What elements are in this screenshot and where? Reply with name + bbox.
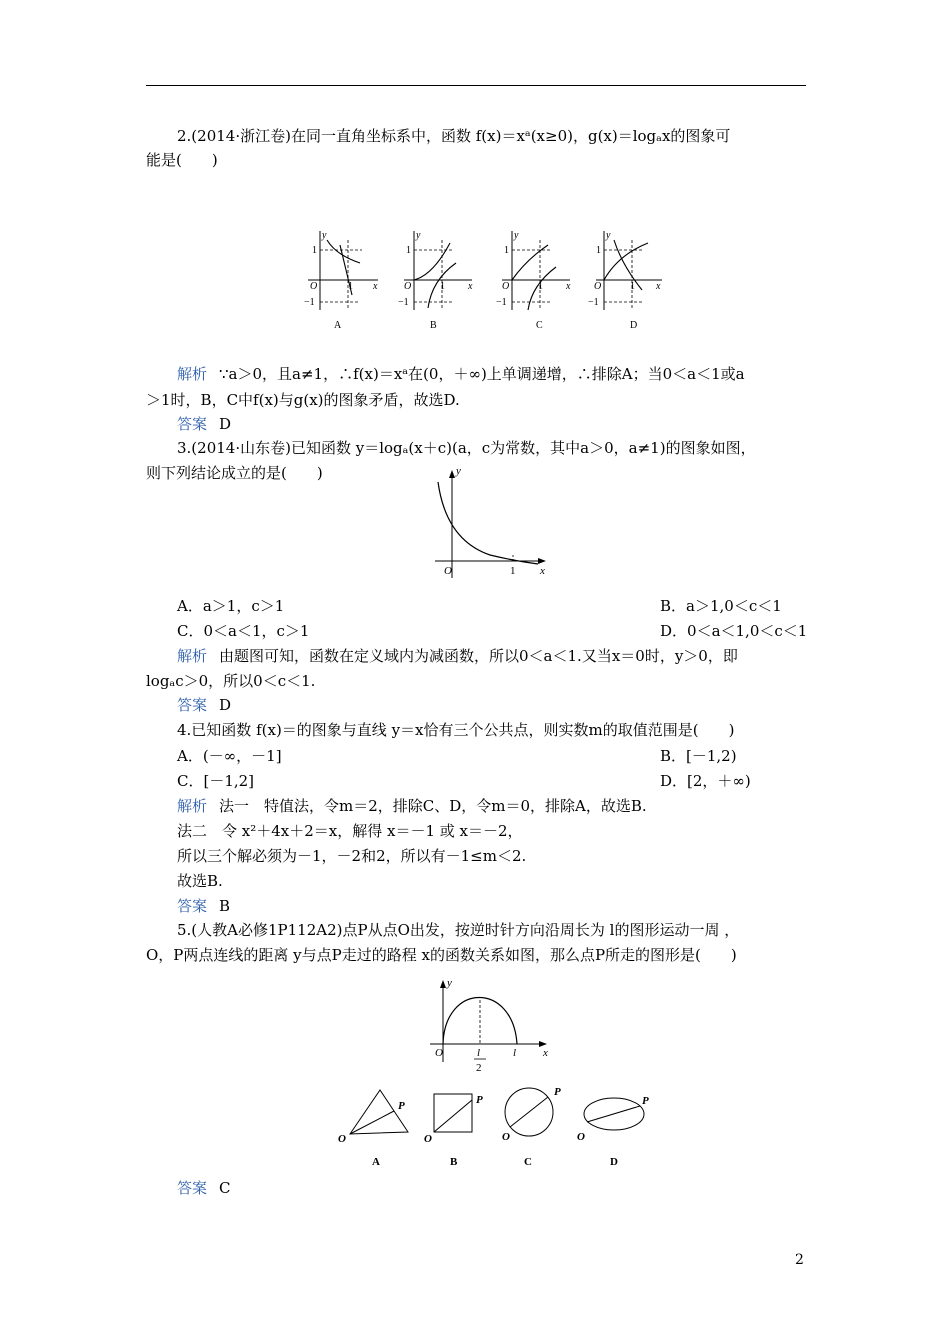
q3-analysis-line-1	[177, 646, 738, 666]
q2d-one-label: 1	[596, 245, 601, 256]
q2a-origin-label: O	[310, 281, 318, 292]
q3-analysis-text-1: 由题图可知，函数在定义域内为减函数，所以0＜a＜1.又当x＝0时，y＞0，即	[219, 647, 738, 665]
q2d-x-one-label: 1	[630, 281, 635, 292]
q2b-neg-one-label: −1	[398, 297, 409, 308]
q3-origin-label: O	[444, 565, 452, 577]
q3-analysis-label: 解析	[177, 647, 208, 665]
q5-stem-line-1: 5.(人教A必修1P112A2)点P从点O出发，按逆时针方向沿周长为 l的图形运动一周 ，	[177, 921, 740, 939]
q2b-origin-label: O	[404, 281, 412, 292]
q2-stem-line-2: 能是( )	[146, 151, 218, 169]
q3-answer-label: 答案	[177, 696, 208, 714]
q4-option-d: D．[2，＋∞)	[660, 772, 751, 790]
q5-l-label: l	[513, 1047, 517, 1059]
q2b-one-label: 1	[406, 245, 411, 256]
q5d-point-o: O	[577, 1131, 585, 1143]
q2c-one-label: 1	[504, 245, 509, 256]
q5-shape-triangle	[338, 1090, 408, 1168]
q2-analysis-text-1: ∵a＞0，且a≠1，∴f(x)＝xᵃ在(0，＋∞)上单调递增，∴排除A；当0＜a＜1或a	[219, 365, 745, 383]
q4-answer-label: 答案	[177, 897, 208, 915]
q5-label-b: B	[450, 1156, 458, 1168]
q3-y-label: y	[456, 465, 461, 477]
q4-answer	[177, 896, 230, 916]
q3-figure	[430, 460, 560, 585]
q5c-point-o: O	[502, 1131, 510, 1143]
q2c-y-label: y	[514, 230, 519, 241]
q5-shape-square	[424, 1094, 483, 1168]
q4-answer-value: B	[219, 897, 231, 915]
q2c-x-label: x	[566, 281, 571, 292]
top-rule	[146, 85, 806, 86]
q2c-origin-label: O	[502, 281, 510, 292]
q2-analysis-line-2: ＞1时，B，C中f(x)与g(x)的图象矛盾，故选D.	[146, 391, 460, 409]
q5-graph	[425, 972, 565, 1082]
q4-option-b: B．[－1,2)	[660, 747, 737, 765]
q5-answer-value: C	[219, 1179, 231, 1197]
q4-analysis-text-1: 法一 特值法，令m＝2，排除C、D，令m＝0，排除A，故选B.	[219, 797, 647, 815]
q5-shapes-figure	[330, 1082, 660, 1172]
q5-shape-ellipse	[577, 1095, 649, 1168]
q2-analysis-label: 解析	[177, 365, 208, 383]
q3-option-d: D．0＜a＜1,0＜c＜1	[660, 622, 808, 640]
q5-half-l-denominator: 2	[476, 1062, 482, 1074]
q3-option-b: B．a＞1,0＜c＜1	[660, 597, 782, 615]
q5-answer-label: 答案	[177, 1179, 208, 1197]
q4-analysis-line-1	[177, 796, 647, 816]
q2c-x-one-label: 1	[538, 281, 543, 292]
q2d-y-label: y	[606, 230, 611, 241]
q5-half-l-numerator: l	[477, 1047, 481, 1059]
q2-graph-a	[304, 230, 378, 331]
q2-label-b: B	[430, 320, 437, 331]
q2d-neg-one-label: −1	[588, 297, 599, 308]
q4-analysis-line-4: 故选B.	[177, 872, 223, 890]
q2-stem-line-1: 2.(2014·浙江卷)在同一直角坐标系中，函数 f(x)＝xᵃ(x≥0)，g(x)＝logₐx的图象可	[177, 127, 731, 145]
q3-answer-value: D	[219, 696, 232, 714]
q2a-neg-one-label: −1	[304, 297, 315, 308]
q2-figure	[300, 225, 661, 335]
q5-stem-line-2: O，P两点连线的距离 y与点P走过的路程 x的函数关系如图，那么点P所走的图形是( )	[146, 946, 737, 964]
q2b-y-label: y	[416, 230, 421, 241]
q2b-x-label: x	[468, 281, 473, 292]
page-number: 2	[795, 1252, 804, 1268]
q4-analysis-line-2: 法二 令 x²＋4x＋2＝x，解得 x＝－1 或 x＝－2，	[177, 822, 523, 840]
q2-graph-d	[588, 230, 662, 331]
q2b-x-one-label: 1	[440, 281, 445, 292]
q3-stem-line-1: 3.(2014·山东卷)已知函数 y＝logₐ(x＋c)(a，c为常数，其中a＞0，a≠1)的图象如图，	[177, 439, 756, 457]
q4-analysis-label: 解析	[177, 797, 208, 815]
q5a-point-o: O	[338, 1133, 346, 1145]
q2-label-a: A	[334, 320, 342, 331]
q2-label-d: D	[630, 320, 638, 331]
q2a-one-label: 1	[312, 245, 317, 256]
q5-origin-label: O	[435, 1047, 443, 1059]
q4-analysis-line-3: 所以三个解必须为－1，－2和2，所以有－1≤m＜2.	[177, 847, 527, 865]
q3-stem-line-2: 则下列结论成立的是( )	[146, 464, 323, 482]
q5-label-a: A	[372, 1156, 380, 1168]
q2-answer-label: 答案	[177, 415, 208, 433]
q5-shape-circle	[502, 1086, 561, 1168]
q2a-x-one-label: 1	[348, 281, 353, 292]
q4-stem: 4.已知函数 f(x)＝的图象与直线 y＝x恰有三个公共点，则实数m的取值范围是( )	[177, 721, 735, 739]
q3-answer	[177, 695, 231, 715]
q5-label-c: C	[524, 1156, 532, 1168]
q5a-point-p: P	[398, 1100, 405, 1112]
q2-answer-value: D	[219, 415, 232, 433]
q3-x-label: x	[540, 565, 545, 577]
q2-analysis-line-1	[177, 364, 745, 384]
q5b-point-o: O	[424, 1133, 432, 1145]
q2d-origin-label: O	[594, 281, 602, 292]
q2a-x-label: x	[373, 281, 378, 292]
q4-option-a: A．(－∞，－1]	[177, 747, 282, 765]
q4-option-c: C．[－1,2]	[177, 772, 255, 790]
q2-graph-b	[398, 230, 473, 331]
q5-answer	[177, 1178, 231, 1198]
q5d-point-p: P	[642, 1095, 649, 1107]
q5-label-d: D	[610, 1156, 618, 1168]
q3-option-a: A．a＞1，c＞1	[177, 597, 285, 615]
q3-option-c: C．0＜a＜1，c＞1	[177, 622, 310, 640]
q3-one-label: 1	[510, 565, 516, 577]
q2-answer	[177, 414, 231, 434]
q3-analysis-line-2: logₐc＞0，所以0＜c＜1.	[146, 672, 316, 690]
q2d-x-label: x	[656, 281, 661, 292]
q5c-point-p: P	[554, 1086, 561, 1098]
q5-y-label: y	[447, 977, 452, 989]
q2c-neg-one-label: −1	[496, 297, 507, 308]
q5-x-label: x	[543, 1047, 548, 1059]
q5b-point-p: P	[476, 1094, 483, 1106]
q2-graph-c	[496, 230, 571, 331]
q2a-y-label: y	[322, 230, 327, 241]
q2-label-c: C	[536, 320, 543, 331]
